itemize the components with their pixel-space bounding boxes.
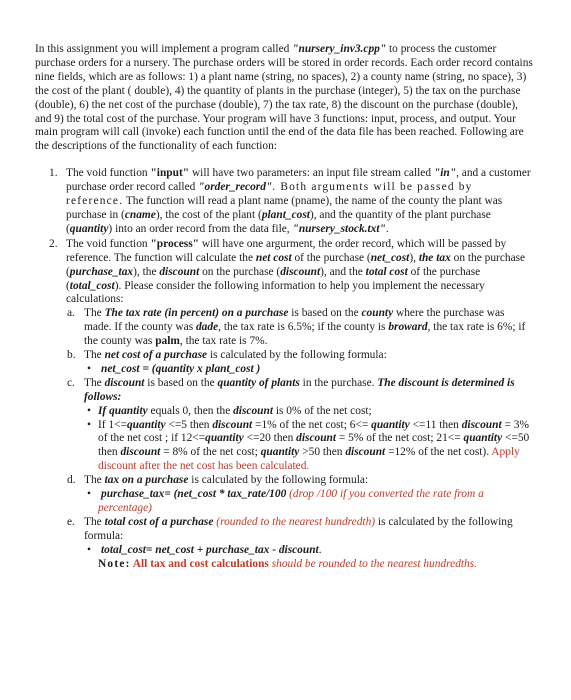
intro-text: In this assignment you will implement a program called [35, 43, 293, 55]
var-name: discount [296, 432, 337, 445]
var-name: quantity [69, 222, 109, 235]
red-note: (drop /100 if you converted the rate from a percentage) [98, 488, 484, 514]
term: tax on a purchase [104, 474, 189, 487]
item-text: If 1<= [98, 418, 127, 431]
item-text: where the purchase was made. If the county was [84, 307, 505, 334]
red-note: All tax and cost calculations [130, 557, 269, 570]
bullet-icon: • [87, 543, 91, 556]
item-text: on the purchase ( [66, 251, 526, 278]
item-text: equals 0, then the [147, 404, 234, 417]
item-text: is 0% of the net cost; [273, 404, 372, 417]
param-name: "in" [433, 167, 457, 180]
sub-item-total-cost [67, 515, 533, 572]
term: the tax [418, 251, 451, 264]
item-text: . Both arguments will be passed by reference. [66, 181, 473, 208]
intro-paragraph [35, 43, 533, 154]
file-name: "nursery_stock.txt" [292, 222, 386, 235]
var-name: net_cost [370, 251, 410, 264]
item-text: <=50 then [98, 432, 530, 459]
bullet-icon: • [87, 404, 91, 417]
item-text: = 8% of the net cost; [160, 446, 261, 459]
red-note: (rounded to the nearest hundredth) [213, 515, 376, 528]
function-name: "input" [150, 167, 190, 180]
var-name: quantity [463, 432, 503, 445]
sub-item-letter: d. [67, 474, 76, 487]
item-text: , and a customer purchase order record called [66, 167, 531, 194]
discount-rule [87, 404, 533, 419]
var-name: If quantity [98, 404, 148, 417]
formula-list [84, 544, 533, 572]
term: total cost [365, 265, 408, 278]
var-name: quantity [371, 418, 410, 431]
var-name: plant_cost [261, 208, 310, 221]
bullet-icon: • [87, 418, 91, 431]
item-text: The [84, 474, 105, 487]
item-text: <=11 then [409, 418, 462, 431]
term: quantity of plants [217, 376, 300, 389]
item-text: is calculated by the following formula: [84, 515, 513, 542]
item-text: ), the cost of the plant ( [155, 208, 262, 221]
item-text: =12% of the net cost). [385, 446, 492, 459]
var-name: discount [345, 446, 386, 459]
item-text: The void function [66, 167, 151, 180]
red-note: should be rounded to the nearest hundredths. [268, 557, 478, 570]
item-text: The [84, 515, 105, 528]
term: county [361, 307, 394, 320]
sub-item-letter: e. [67, 515, 75, 528]
sub-item-net-cost [67, 349, 533, 377]
formula-item [87, 488, 533, 516]
bullet-icon: • [87, 362, 91, 375]
var-name: discount [120, 446, 161, 459]
var-name: discount [280, 265, 321, 278]
item-text: of the purchase ( [66, 265, 481, 292]
sub-item-discount [67, 376, 533, 474]
sub-item-letter: a. [67, 307, 75, 320]
item-text: is based on the [288, 307, 362, 320]
formula: purchase_tax= (net_cost * tax_rate/100 [101, 488, 287, 501]
item-text: ), and the [320, 265, 366, 278]
item-number: 1. [49, 167, 58, 180]
item-text: . [318, 543, 322, 556]
sub-item-purchase-tax [67, 474, 533, 516]
sub-item-letter: b. [67, 349, 76, 362]
item-text: on the purchase ( [199, 265, 281, 278]
note-label: Note: [98, 557, 131, 570]
item-text: is calculated by the following formula: [188, 474, 369, 487]
item-text: will have two parameters: an input file stream called [189, 167, 434, 180]
var-name: quantity [205, 432, 244, 445]
item-text: = 5% of the net cost; 21<= [336, 432, 464, 445]
term: discount [159, 265, 200, 278]
formula: net_cost = (quantity x plant_cost ) [101, 362, 261, 375]
var-name: quantity [260, 446, 300, 459]
item-text: is based on the [144, 376, 218, 389]
var-name: discount [212, 418, 253, 431]
item-text: ), [409, 251, 419, 264]
calculation-list [66, 307, 533, 571]
item-text: , the tax rate is 7%. [179, 335, 268, 348]
function-name: "process" [150, 237, 199, 250]
term: The discount is determined is follows: [84, 376, 515, 403]
formula-list [84, 363, 533, 377]
term: total cost of a purchase [104, 515, 214, 528]
item-text: >50 then [299, 446, 346, 459]
bullet-icon: • [87, 488, 91, 501]
item-number: 2. [49, 237, 58, 250]
formula: total_cost= net_cost + purchase_tax - discount [101, 543, 319, 556]
discount-rule [87, 418, 533, 475]
term: net cost [255, 251, 292, 264]
term: net cost of a purchase [104, 349, 208, 362]
program-name: "nursery_inv3.cpp" [292, 43, 387, 55]
list-item-process [49, 237, 533, 572]
item-text: in the purchase. [299, 376, 378, 389]
item-text: = 3% of the net cost ; if 12<= [98, 418, 529, 445]
sub-item-tax-rate: a. The The tax rate (in percent) on a purchase is based on the county where the purchase was made. If the county was dade, the tax rate is 6.5%; if the county is broward, the tax rate is 6%; if the county was palm, the tax rate is 7%. [67, 307, 526, 348]
county-name: broward [388, 321, 428, 334]
list-item-input [49, 167, 533, 237]
item-text: . [385, 222, 389, 235]
item-text: <=20 then [243, 432, 297, 445]
discount-rules [84, 405, 533, 475]
var-name: discount [233, 404, 273, 417]
var-name: total_cost [69, 279, 115, 292]
intro-text-rest: to process the customer purchase orders for a nursery. The purchase orders will be stored in order records. Each order record contains nine fields, which are as follows: 1) a plant name (string, no spaces), 2) a county name (string, no space), 3) the cost of the plant ( double), 4) the quantity of plants in the purchase (integer), 5) the tax on the purchase (double), 6) the net cost of the purchase (double), 7) the tax rate, 8) the discount on the purchase (double), and 9) the total cost of the purchase. Your program will have 3 functions: input, process, and output. Your main program will call (invoke) each function until the end of the data file has been reached. Following are the descriptions of the functionality of each function: [35, 43, 533, 153]
item-text: The void function [66, 237, 151, 250]
param-name: "order_record" [198, 181, 273, 194]
red-note: Apply discount after the net cost has been calculated. [98, 446, 520, 473]
item-text: <=5 then [165, 418, 213, 431]
item-text: =1% of the net cost; 6<= [252, 418, 372, 431]
var-name: discount [461, 418, 502, 431]
var-name: quantity [126, 418, 166, 431]
formula-list [84, 488, 533, 516]
formula-item [87, 543, 533, 572]
item-text: will have one argurment, the order record, which will be passed by reference. The function will calculate the [66, 237, 507, 264]
var-name: cname [124, 208, 156, 221]
var-name: purchase_tax [69, 265, 134, 278]
item-text: , the tax rate is 6%; if the county was [84, 321, 526, 348]
item-text: The [84, 349, 105, 362]
item-text: , the tax rate is 6.5%; if the county is [218, 321, 389, 334]
formula-item [87, 362, 533, 377]
county-name: palm [155, 335, 180, 348]
sub-item-letter: c. [67, 376, 75, 389]
term: discount [104, 376, 145, 389]
item-text: ), the [133, 265, 160, 278]
county-name: dade [195, 321, 219, 334]
item-text: ), and the quantity of the plant purchase ( [66, 208, 491, 235]
item-text: ) into an order record from the data file, [108, 222, 293, 235]
function-list [35, 167, 533, 571]
term: The tax rate (in percent) on a purchase [104, 307, 289, 320]
item-text: of the purchase ( [291, 251, 371, 264]
item-text: The function will read a plant name (pname), the name of the county the plant was purchase in ( [66, 195, 503, 221]
item-text: is calculated by the following formula: [207, 349, 387, 362]
item-text: The [84, 376, 105, 389]
item-text: ). Please consider the following information to help you implement the necessary calculations: [66, 279, 485, 306]
